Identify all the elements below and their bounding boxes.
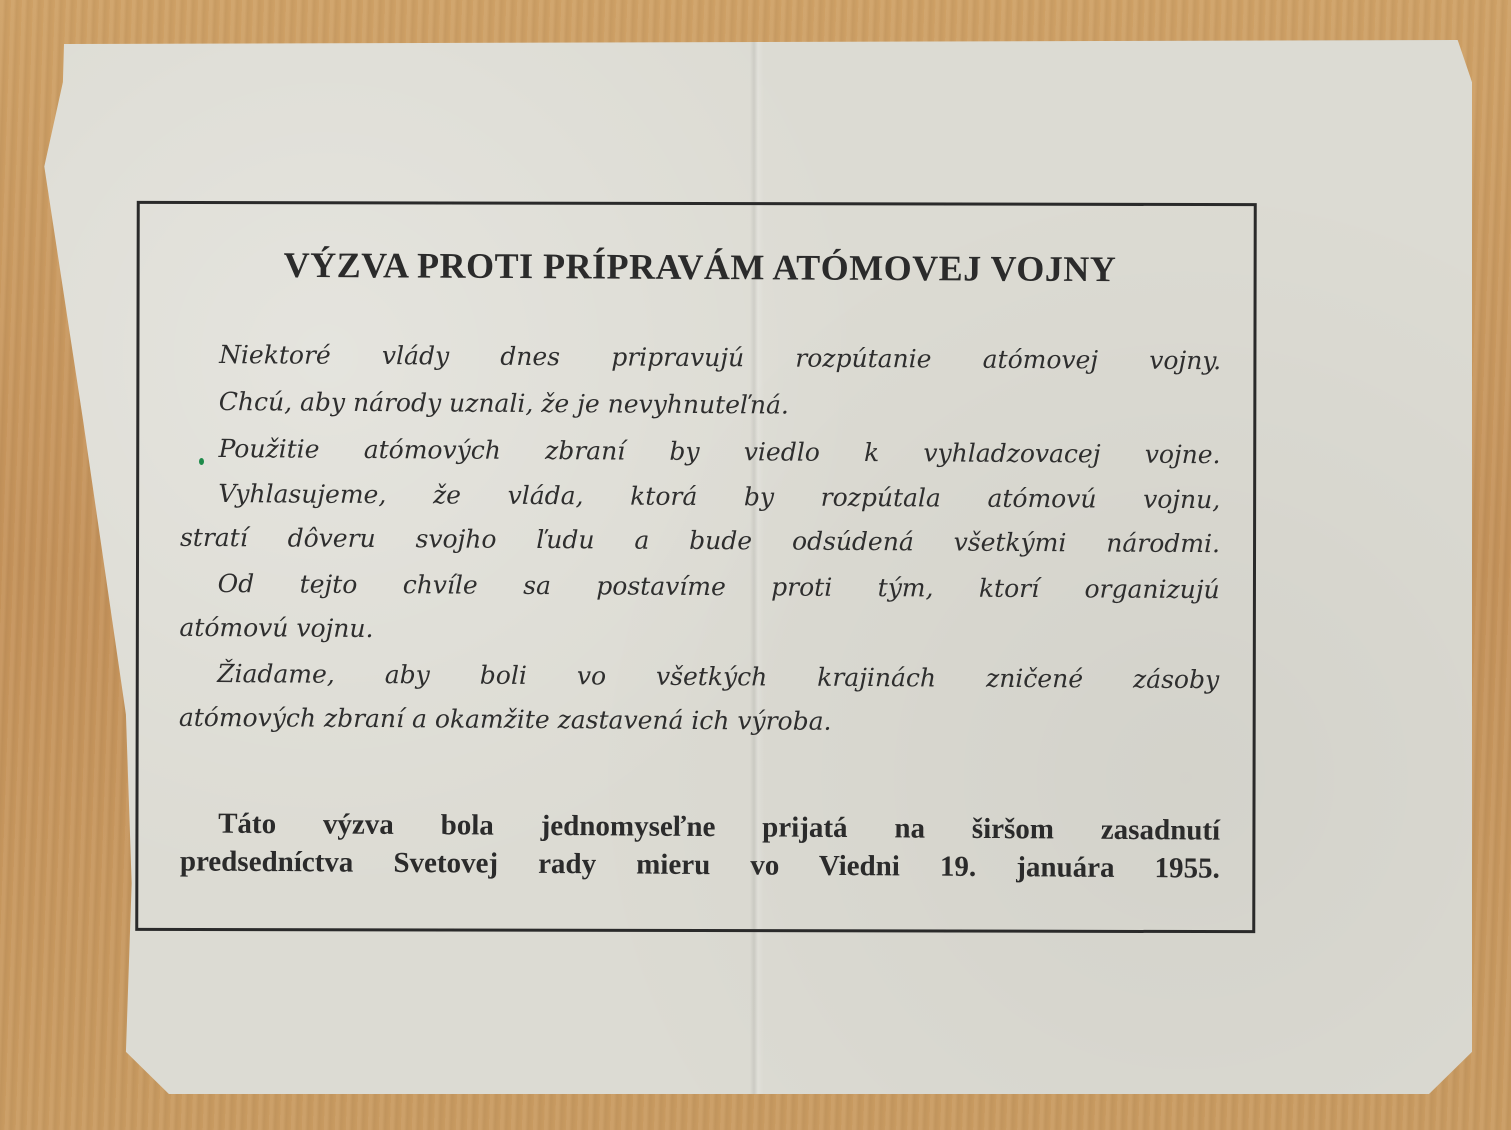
document-title: VÝZVA PROTI PRÍPRAVÁM ATÓMOVEJ VOJNY xyxy=(283,244,1117,290)
paragraph-4-line-2: stratí dôveru svojho ľudu a bude odsúdená všetkými národmi. xyxy=(179,522,1221,559)
paragraph-6-line-2: atómových zbraní a okamžite zastavená ich výroba. xyxy=(178,702,832,736)
paragraph-5-line-1: Od tejto chvíle sa postavíme proti tým, ktorí organizujú xyxy=(217,569,1220,605)
document-footer xyxy=(180,804,1221,887)
green-ink-mark xyxy=(199,458,204,465)
footer-line-1: Táto výzva bola jednomyseľne prijatá na širšom zasadnutí xyxy=(218,807,1221,847)
paragraph-4-line-1: Vyhlasujeme, že vláda, ktorá by rozpútala atómovú vojnu, xyxy=(218,479,1221,515)
paragraph-5-line-2: atómovú vojnu. xyxy=(179,612,374,644)
paragraph-3-line-1: Použitie atómových zbraní by viedlo k vyhladzovacej vojne. xyxy=(218,434,1221,470)
paragraph-6-line-1: Žiadame, aby boli vo všetkých krajinách zničené zásoby xyxy=(217,659,1220,695)
footer-line-2: predsedníctva Svetovej rady mieru vo Viedni 19. januára 1955. xyxy=(179,845,1220,885)
paragraph-2-line-1: Chcú, aby národy uznali, že je nevyhnuteľná. xyxy=(218,387,790,420)
paragraph-1-line-1: Niektoré vlády dnes pripravujú rozpútanie atómovej vojny. xyxy=(219,340,1222,376)
document-body xyxy=(179,331,1221,746)
